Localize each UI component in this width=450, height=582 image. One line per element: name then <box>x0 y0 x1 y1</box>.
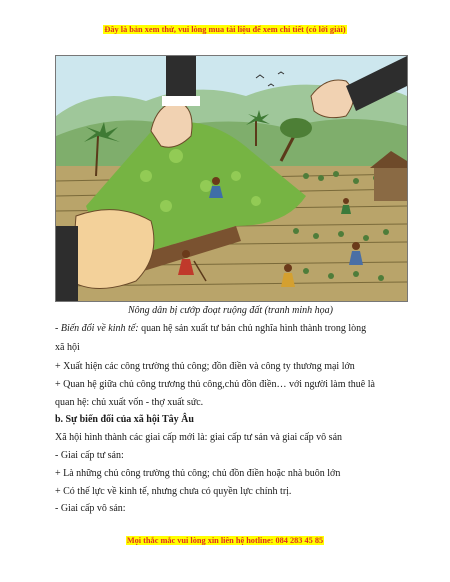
bullet-workshops: + Xuất hiện các công trường thủ công; đồn điền và công ty thương mại lớn <box>55 361 355 372</box>
preview-notice-text: Đây là bản xem thử, vui lòng mua tài liệu để xem chi tiết (có lời giải) <box>104 25 346 34</box>
bourgeoisie-heading: - Giai cấp tư sản: <box>55 450 124 461</box>
illustration-caption: Nông dân bị cướp đoạt ruộng đất (tranh minh họa) <box>128 305 333 316</box>
economic-change-heading: - Biến đổi về kinh tế: <box>55 323 139 334</box>
proletariat-heading: - Giai cấp vô sản: <box>55 503 126 514</box>
bourgeoisie-point-1: + Là những chủ công trường thủ công; chủ đồn điền hoặc nhà buôn lớn <box>55 468 341 479</box>
illustration-image <box>55 55 408 302</box>
economic-change-continued: xã hội <box>55 342 80 353</box>
preview-notice-banner <box>0 25 450 34</box>
bullet-relations: + Quan hệ giữa chủ công trương thủ công,chủ đồn điền… với người làm thuê là <box>55 379 375 390</box>
land-grab-drawing <box>56 56 407 301</box>
society-intro: Xã hội hình thành các giai cấp mới là: giai cấp tư sản và giai cấp vô sản <box>55 432 343 443</box>
bourgeoisie-point-2: + Có thế lực về kinh tế, nhưng chưa có quyền lực chính trị. <box>55 486 292 497</box>
economic-change-text: quan hệ sản xuất tư bản chủ nghĩa hình thành trong lòng <box>138 323 367 334</box>
section-b-heading: b. Sự biến đổi của xã hội Tây Âu <box>55 414 194 425</box>
hotline-banner <box>0 536 450 545</box>
hotline-text: Mọi thắc mắc vui lòng xin liên hệ hotline: 084 283 45 85 <box>126 536 324 545</box>
bullet-relations-continued: quan hệ: chủ xuất vốn - thợ xuất sức. <box>55 397 204 408</box>
economic-change-line <box>55 323 410 335</box>
